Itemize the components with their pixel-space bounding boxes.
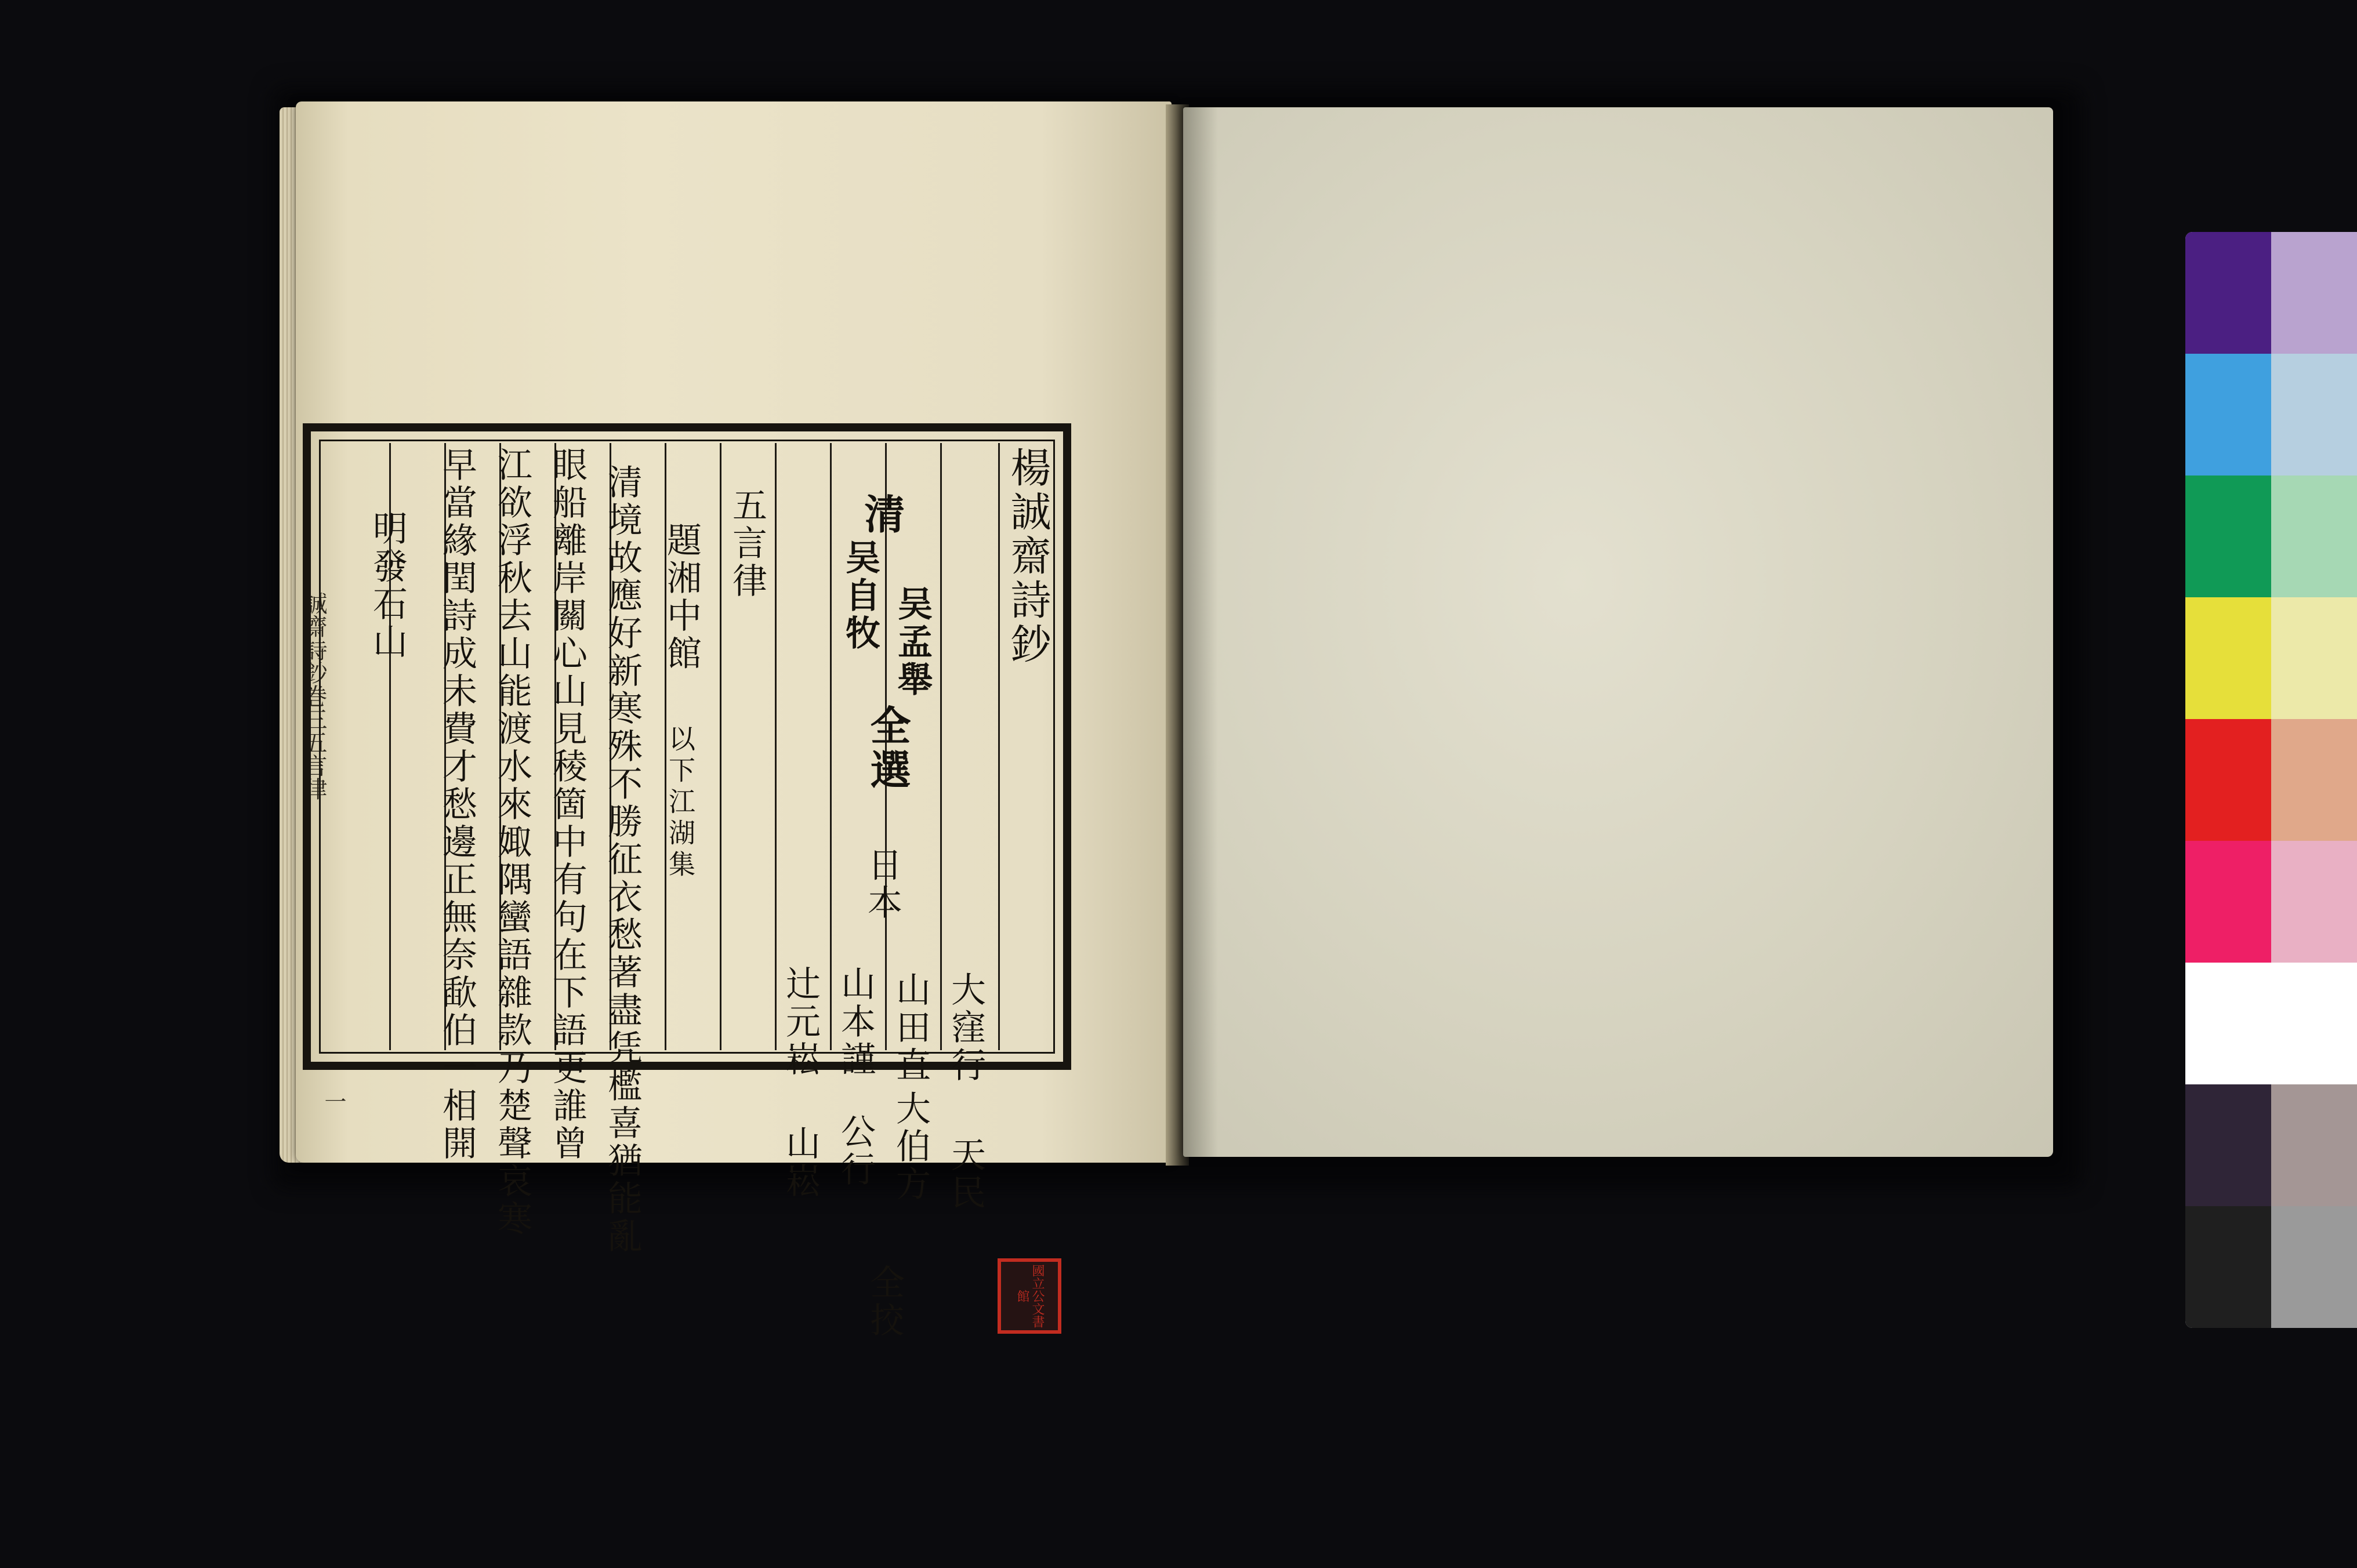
section-heading: 五言律	[727, 487, 767, 600]
color-checker-patch	[2271, 1084, 2357, 1206]
japan-role: 全挍	[864, 1264, 905, 1340]
header-title: 楊誠齋詩鈔	[1004, 447, 1051, 667]
color-checker-patch	[2185, 476, 2271, 597]
poem-line: 江欲浮秋去山能渡水來娵隅蠻語雜款乃楚聲哀寒	[492, 447, 532, 1238]
color-checker-card	[2185, 232, 2357, 1328]
right-page-blank	[1183, 107, 2053, 1157]
editor-name: 吴孟舉	[892, 586, 933, 699]
column-rule	[720, 443, 721, 1050]
editor-name: 吴自牧	[840, 539, 880, 652]
color-checker-patch	[2271, 597, 2357, 719]
fore-edge-title: 誠齋詩鈔巻三五言律	[300, 591, 327, 800]
color-checker-patch	[2271, 476, 2357, 597]
poem-line: 早當緣閏詩成未費才愁邊正無奈歃伯一相開	[437, 447, 477, 1163]
fore-edge-page-number: 一	[321, 1090, 346, 1112]
column-rule	[940, 443, 942, 1050]
poem-line: 清境故應好新寒殊不勝征衣愁著盡凭檻喜猶能亂	[602, 464, 643, 1255]
japan-editor-name: 山田直	[890, 971, 931, 1084]
column-rule	[775, 443, 777, 1050]
next-poem-title: 明發石山	[367, 510, 408, 661]
color-checker-patch	[2185, 354, 2271, 476]
color-checker-patch	[2271, 354, 2357, 476]
color-checker-patch	[2271, 232, 2357, 354]
japan-editor-style: 天民	[945, 1137, 986, 1212]
gutter-shade	[1183, 107, 1218, 1157]
japan-editor-name: 大窪行	[945, 971, 986, 1084]
editors-dynasty: 清	[858, 493, 906, 537]
color-checker-patch	[2271, 1206, 2357, 1328]
poem-title: 題湘中館	[661, 522, 702, 673]
japan-editor-style: 大伯方	[890, 1090, 931, 1203]
poem-note: 以下江湖集	[665, 725, 696, 881]
japan-editor-name: 辻元崧	[780, 966, 821, 1079]
color-checker-patch	[2185, 841, 2271, 963]
japan-editor-name: 山本謹	[835, 966, 876, 1079]
color-checker-patch	[2271, 841, 2357, 963]
color-checker-patch	[2185, 719, 2271, 841]
color-checker-patch	[2185, 963, 2271, 1084]
poem-line: 眼船離岸關心山見稜箇中有句在下語更誰曾	[547, 447, 588, 1163]
japan-label: 日本	[862, 847, 902, 922]
color-checker-patch	[2271, 963, 2357, 1084]
color-checker-patch	[2185, 232, 2271, 354]
column-rule	[830, 443, 832, 1050]
seal-text: 國立公文書館	[1015, 1264, 1045, 1328]
japan-editor-style: 公行	[835, 1113, 876, 1189]
color-checker-patch	[2185, 1084, 2271, 1206]
japan-editor-style: 山崧	[780, 1125, 821, 1200]
library-seal-stamp	[998, 1258, 1061, 1334]
color-checker-patch	[2185, 597, 2271, 719]
color-checker-patch	[2271, 719, 2357, 841]
editors-role: 全選	[864, 705, 912, 793]
color-checker-patch	[2185, 1206, 2271, 1328]
